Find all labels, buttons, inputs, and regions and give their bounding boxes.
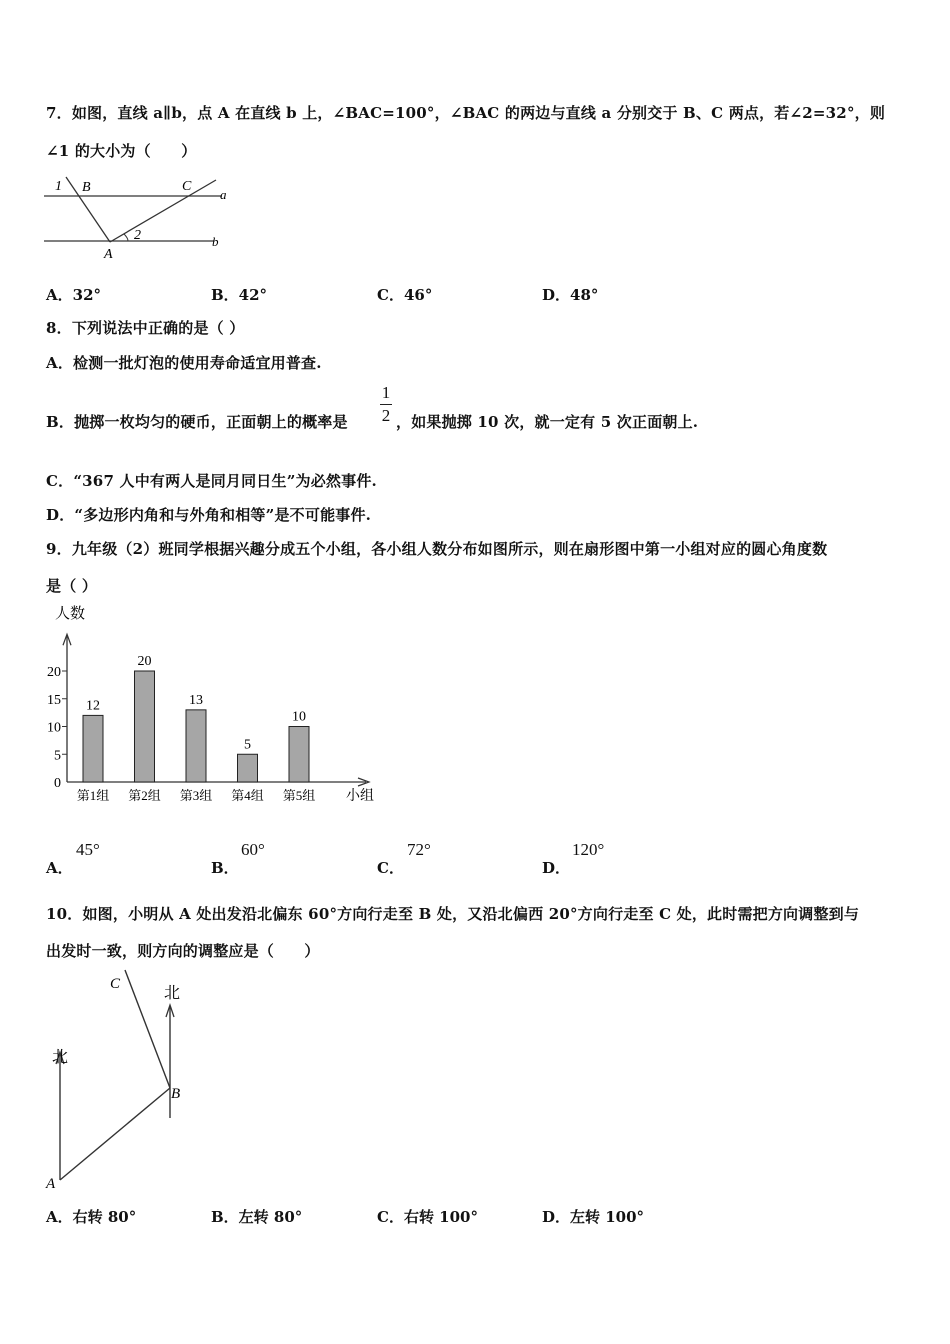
q8-option-c[interactable]: C．“367 人中有两人是同月同日生”为必然事件. (46, 472, 377, 490)
category-label: 第2组 (128, 788, 161, 803)
q7-segment-AC (110, 180, 216, 242)
q9-bar-chart (40, 600, 385, 810)
x-axis-label: 小组 (346, 789, 374, 804)
q7-stem-line1: 7．如图，直线 a∥b，点 A 在直线 b 上，∠BAC=100°，∠BAC 的两边与直线 a 分别交于 B、C 两点，若∠2=32°，则 (46, 104, 886, 122)
q7-label-A: A (104, 247, 113, 262)
bar-value-label: 10 (292, 709, 306, 725)
y-tick-label: 0 (54, 776, 61, 791)
category-label: 第1组 (76, 788, 110, 803)
q7-option-c[interactable]: C．46° (377, 286, 433, 304)
bar (135, 671, 155, 782)
bar-value-label: 20 (137, 654, 152, 669)
y-axis-label: 人数 (55, 606, 86, 622)
q7-label-b: b (212, 234, 219, 249)
q8-option-d[interactable]: D．“多边形内角和与外角和相等”是不可能事件. (46, 506, 372, 524)
q7-angle-arc (124, 234, 128, 241)
q9-option-a-value[interactable]: 45° (76, 840, 100, 859)
bar-value-label: 13 (189, 692, 203, 708)
q7-option-a[interactable]: A．32° (46, 286, 102, 304)
q7-option-b[interactable]: B．42° (211, 286, 268, 304)
bar (83, 715, 103, 782)
q8-option-b-text-end[interactable]: ，如果抛掷 10 次，就一定有 5 次正面朝上. (396, 413, 699, 431)
q7-label-C: C (182, 179, 192, 194)
bar-value-label: 12 (86, 698, 100, 714)
q7-label-a: a (220, 187, 227, 202)
q8-stem: 8．下列说法中正确的是（ ） (46, 319, 245, 337)
bar (238, 754, 258, 782)
q9-option-d-value[interactable]: 120° (572, 840, 605, 859)
q9-option-c-value[interactable]: 72° (407, 840, 431, 859)
q7-figure (44, 172, 244, 264)
q7-option-d[interactable]: D．48° (542, 286, 599, 304)
q7-label-1: 1 (55, 179, 62, 194)
q10-stem-line2: 出发时一致，则方向的调整应是（ ） (46, 942, 320, 960)
y-tick-label: 5 (54, 748, 61, 764)
bar-value-label: 5 (244, 737, 251, 753)
q10-figure (40, 968, 200, 1193)
bar (186, 710, 206, 782)
bar (289, 727, 309, 783)
q8-fraction-bar (380, 404, 392, 405)
q9-stem-line1: 9．九年级（2）班同学根据兴趣分成五个小组，各小组人数分布如图所示，则在扇形图中第一小组对应的圆心角度数 (46, 540, 828, 558)
q7-label-B: B (82, 180, 91, 195)
category-label: 第4组 (231, 788, 264, 803)
q9-option-a[interactable]: A． (46, 859, 73, 877)
q9-option-d[interactable]: D． (542, 859, 571, 877)
q8-fraction-one-half (380, 383, 392, 426)
q10-label-C: C (110, 976, 121, 992)
q10-label-A: A (46, 1176, 56, 1192)
q10-option-c[interactable]: C．右转 100° (377, 1208, 478, 1226)
q9-option-b-value[interactable]: 60° (241, 840, 265, 859)
q8-fraction-denominator: 2 (381, 406, 391, 425)
q9-option-b[interactable]: B． (211, 859, 239, 877)
q10-segment-AB (60, 1088, 170, 1180)
q10-option-a[interactable]: A．右转 80° (46, 1208, 137, 1226)
y-tick-label: 10 (47, 720, 61, 736)
q8-option-b-text[interactable]: B．抛掷一枚均匀的硬币，正面朝上的概率是 (46, 413, 348, 431)
q10-label-B: B (171, 1086, 181, 1102)
q10-label-north-A: 北 (52, 1049, 69, 1066)
q10-option-b[interactable]: B．左转 80° (211, 1208, 303, 1226)
category-label: 第3组 (179, 788, 213, 803)
q9-stem-line2: 是（ ） (46, 577, 98, 595)
q10-stem-line1: 10．如图，小明从 A 处出发沿北偏东 60°方向行走至 B 处，又沿北偏西 20°方向行走至 C 处，此时需把方向调整到与 (46, 905, 860, 923)
category-label: 第5组 (282, 788, 316, 803)
q10-label-north-B: 北 (164, 985, 181, 1002)
y-tick-label: 20 (47, 665, 61, 680)
q10-option-d[interactable]: D．左转 100° (542, 1208, 645, 1226)
q7-label-2: 2 (134, 228, 141, 243)
q7-stem-line2: ∠1 的大小为（ ） (46, 142, 197, 160)
y-tick-label: 15 (47, 692, 61, 708)
q9-option-c[interactable]: C． (377, 859, 404, 877)
q8-option-a[interactable]: A．检测一批灯泡的使用寿命适宜用普查. (46, 354, 322, 372)
q8-fraction-numerator: 1 (381, 383, 391, 402)
